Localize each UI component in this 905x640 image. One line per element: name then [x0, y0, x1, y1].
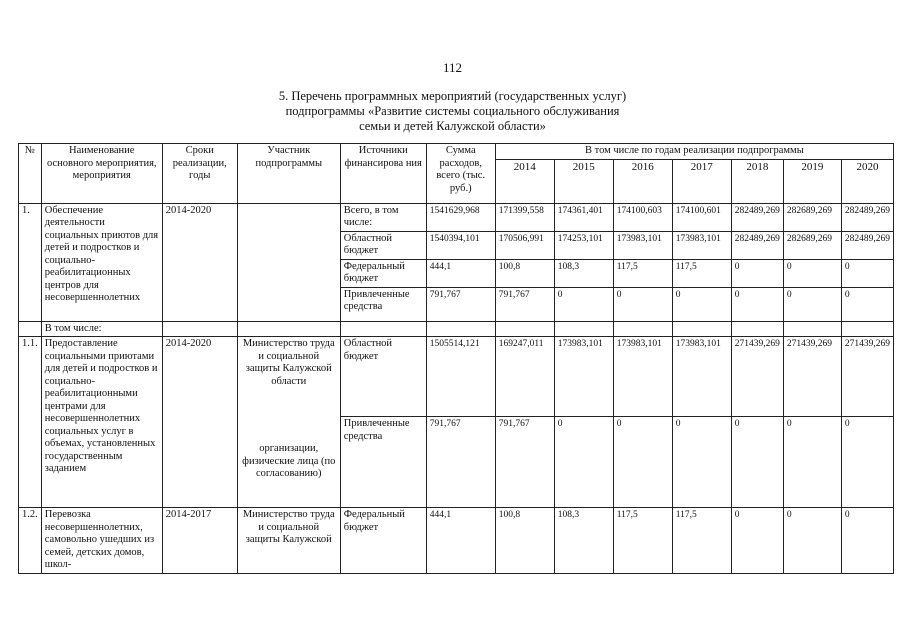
- header-year: 2019: [783, 159, 841, 203]
- header-year: 2020: [841, 159, 893, 203]
- empty-cell: [495, 321, 554, 337]
- header-name: Наименование основного мероприятия, мероприятия: [41, 144, 162, 204]
- row-value: 271439,269: [841, 337, 893, 417]
- row-value: 173983,101: [672, 231, 731, 259]
- table-row: [19, 203, 894, 231]
- row-value: 173983,101: [613, 231, 672, 259]
- row-value: 0: [731, 287, 783, 321]
- row-value: 0: [731, 259, 783, 287]
- header-year: 2017: [672, 159, 731, 203]
- row-value: 170506,991: [495, 231, 554, 259]
- in-total-label: В том числе:: [41, 321, 162, 337]
- row-value: 282689,269: [783, 203, 841, 231]
- row-value: 282689,269: [783, 231, 841, 259]
- row-value: 282489,269: [841, 203, 893, 231]
- row-participant: организации, физические лица (по согласованию): [237, 417, 340, 508]
- row-value: 173983,101: [554, 337, 613, 417]
- page-number: 112: [442, 60, 463, 75]
- row-value: 282489,269: [841, 231, 893, 259]
- empty-cell: [841, 321, 893, 337]
- header-sources: Источники финансирова ния: [340, 144, 426, 204]
- header-no: №: [19, 144, 42, 204]
- row-value: 0: [731, 417, 783, 508]
- row-no: 1.1.: [19, 337, 42, 508]
- row-value: 174361,401: [554, 203, 613, 231]
- row-name: Предоставление социальными приютами для детей и подростков и социально-реабилитационными центрами для несовершеннолетних социальных услуг в объемах, установленных государственным заданием: [41, 337, 162, 508]
- row-total: 444,1: [426, 259, 495, 287]
- row-value: 0: [841, 508, 893, 574]
- row-value: 117,5: [672, 508, 731, 574]
- row-source: Привлеченные средства: [340, 417, 426, 508]
- row-value: 0: [783, 259, 841, 287]
- row-value: 282489,269: [731, 231, 783, 259]
- row-no: [19, 321, 42, 337]
- row-value: 271439,269: [731, 337, 783, 417]
- row-total: 1540394,101: [426, 231, 495, 259]
- table-row: [19, 337, 894, 417]
- row-source: Всего, в том числе:: [340, 203, 426, 231]
- header-terms: Сроки реализации, годы: [162, 144, 237, 204]
- header-year: 2015: [554, 159, 613, 203]
- row-value: 173983,101: [613, 337, 672, 417]
- row-value: 173983,101: [672, 337, 731, 417]
- empty-cell: [426, 321, 495, 337]
- empty-cell: [672, 321, 731, 337]
- row-value: 171399,558: [495, 203, 554, 231]
- header-sum: Сумма расходов, всего (тыс. руб.): [426, 144, 495, 204]
- row-value: 0: [613, 417, 672, 508]
- row-value: 0: [841, 287, 893, 321]
- empty-cell: [162, 321, 237, 337]
- row-value: 791,767: [495, 287, 554, 321]
- row-participant: [237, 203, 340, 321]
- row-no: 1.2.: [19, 508, 42, 574]
- row-name: Обеспечение деятельности социальных приютов для детей и подростков и социально-реабилитационных центров для несовершеннолетних: [41, 203, 162, 321]
- row-value: 0: [613, 287, 672, 321]
- row-value: 117,5: [613, 259, 672, 287]
- row-no: 1.: [19, 203, 42, 321]
- row-value: 169247,011: [495, 337, 554, 417]
- row-source: Федеральный бюджет: [340, 259, 426, 287]
- row-value: 108,3: [554, 508, 613, 574]
- row-terms: 2014-2017: [162, 508, 237, 574]
- row-total: 444,1: [426, 508, 495, 574]
- empty-cell: [731, 321, 783, 337]
- row-total: 791,767: [426, 417, 495, 508]
- empty-cell: [237, 321, 340, 337]
- document-title: [0, 89, 905, 134]
- header-year: 2014: [495, 159, 554, 203]
- row-value: 117,5: [613, 508, 672, 574]
- header-by-years: В том числе по годам реализации подпрограммы: [495, 144, 893, 160]
- row-name: Перевозка несовершеннолетних, самовольно ушедших из семей, детских домов, школ-: [41, 508, 162, 574]
- row-value: 282489,269: [731, 203, 783, 231]
- row-source: Областной бюджет: [340, 231, 426, 259]
- row-value: 0: [554, 287, 613, 321]
- title-line-1: 5. Перечень программных мероприятий (государственных услуг): [278, 89, 627, 103]
- row-value: 117,5: [672, 259, 731, 287]
- row-value: 0: [783, 417, 841, 508]
- row-total: 1541629,968: [426, 203, 495, 231]
- row-value: 0: [672, 287, 731, 321]
- row-terms: 2014-2020: [162, 337, 237, 508]
- header-year: 2016: [613, 159, 672, 203]
- row-value: 108,3: [554, 259, 613, 287]
- row-source: Привлеченные средства: [340, 287, 426, 321]
- row-value: 271439,269: [783, 337, 841, 417]
- row-total: 791,767: [426, 287, 495, 321]
- row-value: 174100,603: [613, 203, 672, 231]
- empty-cell: [613, 321, 672, 337]
- title-line-2: подпрограммы «Развитие системы социального обслуживания: [285, 104, 620, 118]
- title-line-3: семьи и детей Калужской области»: [359, 119, 546, 133]
- row-value: 0: [783, 287, 841, 321]
- row-participant: Министерство труда и социальной защиты Калужской: [237, 508, 340, 574]
- row-value: 0: [554, 417, 613, 508]
- header-participant: Участник подпрограммы: [237, 144, 340, 204]
- header-year: 2018: [731, 159, 783, 203]
- row-source: Областной бюджет: [340, 337, 426, 417]
- table-row: [19, 321, 894, 337]
- row-value: 174100,601: [672, 203, 731, 231]
- empty-cell: [340, 321, 426, 337]
- row-value: 791,767: [495, 417, 554, 508]
- table-row: [19, 508, 894, 574]
- row-value: 0: [783, 508, 841, 574]
- row-value: 100,8: [495, 259, 554, 287]
- header-row-1: [19, 144, 894, 160]
- row-value: 174253,101: [554, 231, 613, 259]
- row-terms: 2014-2020: [162, 203, 237, 321]
- row-value: 0: [672, 417, 731, 508]
- row-value: 0: [731, 508, 783, 574]
- row-value: 0: [841, 259, 893, 287]
- empty-cell: [554, 321, 613, 337]
- row-value: 100,8: [495, 508, 554, 574]
- row-participant: Министерство труда и социальной защиты Калужской области: [237, 337, 340, 417]
- row-source: Федеральный бюджет: [340, 508, 426, 574]
- program-activities-table: [18, 143, 894, 574]
- row-total: 1505514,121: [426, 337, 495, 417]
- row-value: 0: [841, 417, 893, 508]
- empty-cell: [783, 321, 841, 337]
